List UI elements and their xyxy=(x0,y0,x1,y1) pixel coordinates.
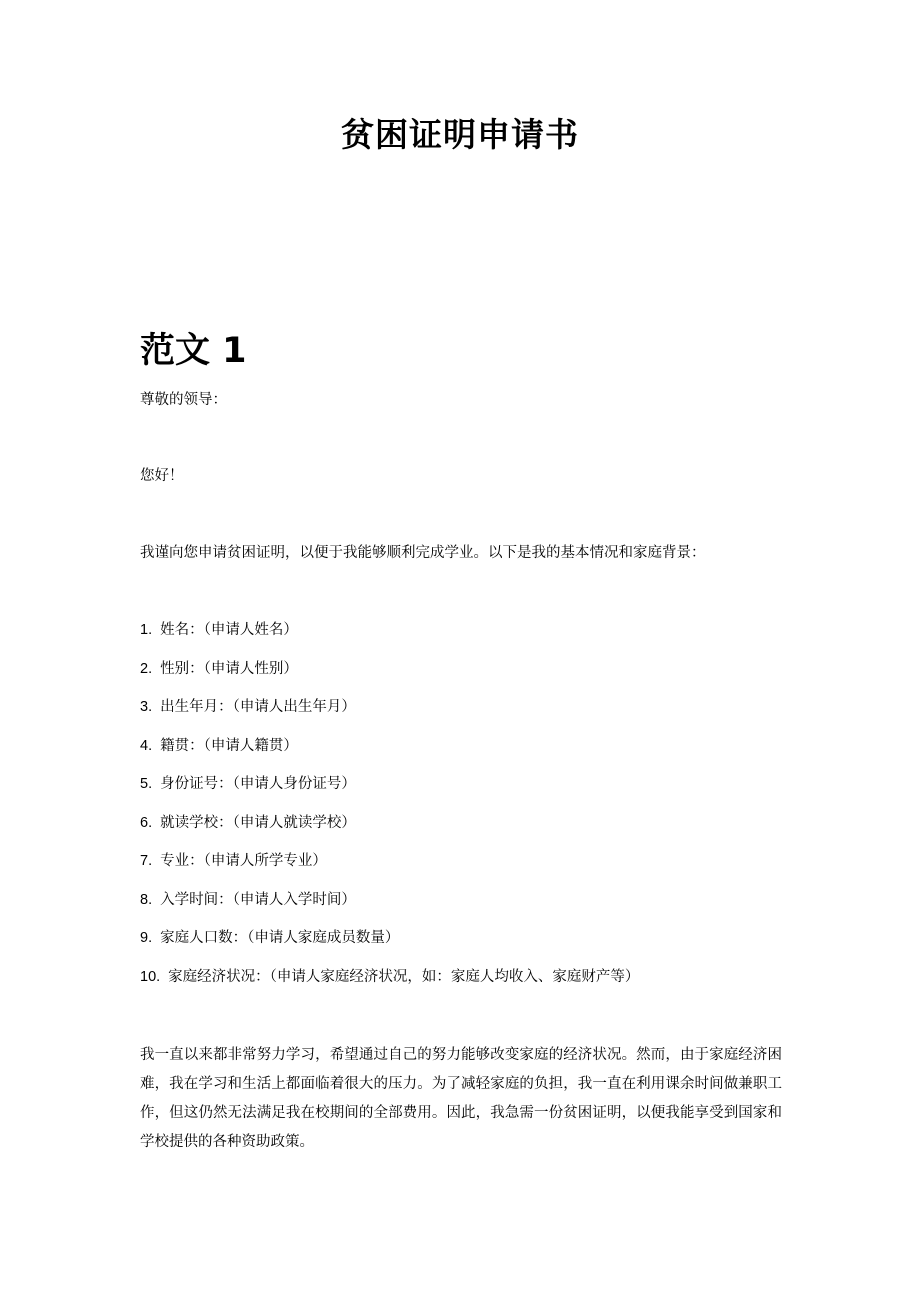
list-text: 姓名：（申请人姓名） xyxy=(160,622,298,638)
list-text: 籍贯：（申请人籍贯） xyxy=(160,737,298,754)
list-item xyxy=(140,928,639,967)
intro-paragraph: 我谨向您申请贫困证明，以便于我能够顺利完成学业。以下是我的基本情况和家庭背景： xyxy=(140,545,706,561)
list-item xyxy=(140,620,639,659)
list-number: 10. xyxy=(140,968,161,985)
list-text: 就读学校：（申请人就读学校） xyxy=(160,814,356,831)
list-text: 身份证号：（申请人身份证号） xyxy=(160,776,356,792)
body-paragraph: 我一直以来都非常努力学习，希望通过自己的努力能够改变家庭的经济状况。然而，由于家庭经济困难，我在学习和生活上都面临着很大的压力。为了减轻家庭的负担，我一直在利用课余时间做兼职工作，但这仍然无法满足我在校期间的全部费用。因此，我急需一份贫困证明，以便我能享受到国家和学校提供的各种资助政策。 xyxy=(140,1047,782,1150)
document-title: 贫困证明申请书 xyxy=(341,115,579,154)
list-item xyxy=(140,851,639,890)
applicant-info-list xyxy=(140,620,639,1005)
section-heading: 范文 1 xyxy=(140,331,247,371)
list-number: 1. xyxy=(140,622,153,638)
list-text: 家庭人口数：（申请人家庭成员数量） xyxy=(160,930,400,946)
list-item xyxy=(140,697,639,736)
list-text: 性别：（申请人性别） xyxy=(160,660,298,677)
list-number: 3. xyxy=(140,699,153,715)
list-item xyxy=(140,967,639,1006)
list-text: 入学时间：（申请人入学时间） xyxy=(160,891,356,908)
list-text: 出生年月：（申请人出生年月） xyxy=(160,699,356,715)
list-number: 9. xyxy=(140,930,153,946)
list-item xyxy=(140,774,639,813)
list-text: 家庭经济状况：（申请人家庭经济状况，如：家庭人均收入、家庭财产等） xyxy=(168,968,640,985)
list-item xyxy=(140,736,639,775)
list-number: 2. xyxy=(140,660,153,677)
list-item xyxy=(140,813,639,852)
list-text: 专业：（申请人所学专业） xyxy=(160,853,327,869)
list-number: 7. xyxy=(140,853,153,869)
list-item xyxy=(140,659,639,698)
list-number: 6. xyxy=(140,814,153,831)
list-item xyxy=(140,890,639,929)
list-number: 5. xyxy=(140,776,153,792)
list-number: 4. xyxy=(140,737,153,754)
greeting-line: 尊敬的领导： xyxy=(140,392,227,408)
list-number: 8. xyxy=(140,891,153,908)
hello-line: 您好！ xyxy=(140,468,184,484)
